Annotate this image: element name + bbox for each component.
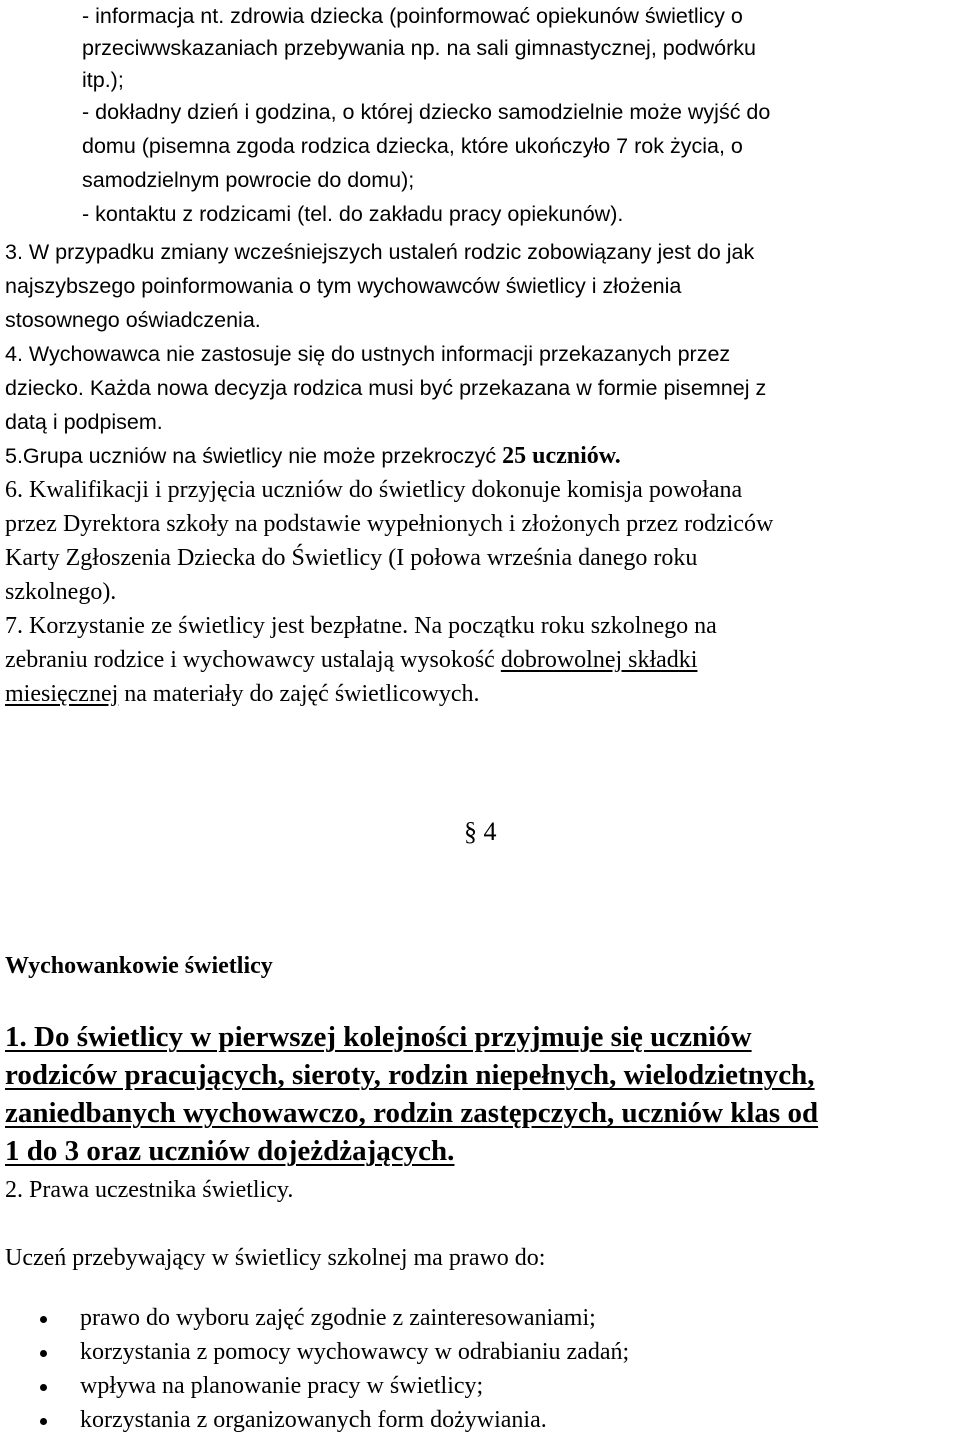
item5-text: 5.Grupa uczniów na świetlicy nie może przekroczyć bbox=[5, 444, 497, 468]
text-line: stosownego oświadczenia. bbox=[5, 308, 261, 332]
item7-text: zebraniu rodzice i wychowawcy ustalają wysokość bbox=[5, 647, 495, 673]
text-line: szkolnego). bbox=[5, 579, 117, 605]
rights-title: 2. Prawa uczestnika świetlicy. bbox=[5, 1177, 294, 1203]
item7-underlined: miesięcznej bbox=[5, 681, 119, 707]
text-line: 3. W przypadku zmiany wcześniejszych ustaleń rodzic zobowiązany jest do jak bbox=[5, 240, 755, 264]
text-line: przez Dyrektora szkoły na podstawie wypełnionych i złożonych przez rodziców bbox=[5, 511, 774, 537]
priority-line: 1. Do świetlicy w pierwszej kolejności przyjmuje się uczniów bbox=[5, 1021, 752, 1053]
section-mark: § 4 bbox=[464, 817, 497, 846]
text-line: - dokładny dzień i godzina, o której dziecko samodzielnie może wyjść do bbox=[82, 100, 771, 124]
bullet-icon bbox=[40, 1316, 47, 1323]
bullet-icon bbox=[40, 1418, 47, 1425]
text-line: 4. Wychowawca nie zastosuje się do ustnych informacji przekazanych przez bbox=[5, 342, 731, 366]
text-line: przeciwwskazaniach przebywania np. na sali gimnastycznej, podwórku bbox=[82, 36, 756, 60]
item5-bold: 25 uczniów. bbox=[502, 443, 621, 469]
item7-underlined: dobrowolnej składki bbox=[500, 647, 698, 673]
list-item-text: korzystania z organizowanych form dożywiania. bbox=[80, 1407, 547, 1433]
text-line bbox=[5, 440, 621, 472]
list-item-text: prawo do wyboru zajęć zgodnie z zainteresowaniami; bbox=[80, 1305, 596, 1331]
text-line: samodzielnym powrocie do domu); bbox=[82, 168, 415, 192]
text-line bbox=[5, 678, 479, 710]
text-line: dziecko. Każda nowa decyzja rodzica musi być przekazana w formie pisemnej z bbox=[5, 376, 767, 400]
bullet-icon bbox=[40, 1350, 47, 1357]
rights-intro: Uczeń przebywający w świetlicy szkolnej ma prawo do: bbox=[5, 1245, 546, 1271]
priority-line: zaniedbanych wychowawczo, rodzin zastępczych, uczniów klas od bbox=[5, 1097, 819, 1129]
text-line: itp.); bbox=[82, 68, 124, 92]
text-line: domu (pisemna zgoda rodzica dziecka, które ukończyło 7 rok życia, o bbox=[82, 134, 743, 158]
text-line: 7. Korzystanie ze świetlicy jest bezpłatne. Na początku roku szkolnego na bbox=[5, 613, 717, 639]
list-item-text: korzystania z pomocy wychowawcy w odrabianiu zadań; bbox=[80, 1339, 630, 1365]
text-line: 6. Kwalifikacji i przyjęcia uczniów do świetlicy dokonuje komisja powołana bbox=[5, 477, 743, 503]
text-line: najszybszego poinformowania o tym wychowawców świetlicy i złożenia bbox=[5, 274, 682, 298]
bullet-icon bbox=[40, 1384, 47, 1391]
text-line: datą i podpisem. bbox=[5, 410, 163, 434]
text-line: Karty Zgłoszenia Dziecka do Świetlicy (I połowa września danego roku bbox=[5, 545, 698, 571]
text-line: - informacja nt. zdrowia dziecka (poinformować opiekunów świetlicy o bbox=[82, 4, 743, 28]
list-item-text: wpływa na planowanie pracy w świetlicy; bbox=[80, 1373, 484, 1399]
section-heading: Wychowankowie świetlicy bbox=[5, 953, 273, 979]
priority-line: rodziców pracujących, sieroty, rodzin niepełnych, wielodzietnych, bbox=[5, 1059, 815, 1091]
item7-text: na materiały do zajęć świetlicowych. bbox=[124, 681, 480, 707]
text-line bbox=[5, 644, 697, 676]
priority-line: 1 do 3 oraz uczniów dojeżdżających. bbox=[5, 1135, 455, 1167]
text-line: - kontaktu z rodzicami (tel. do zakładu pracy opiekunów). bbox=[82, 202, 624, 226]
